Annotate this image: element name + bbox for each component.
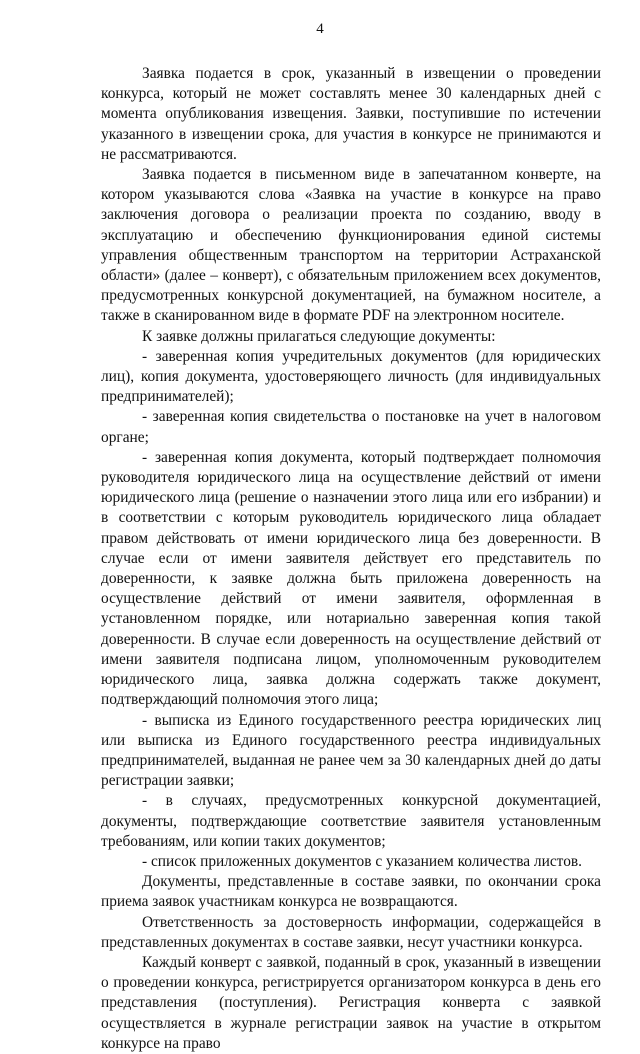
- list-item-tax-certificate: - заверенная копия свидетельства о постановке на учет в налоговом органе;: [101, 408, 601, 446]
- list-item-founding-documents: - заверенная копия учредительных документов (для юридических лиц), копия документа, удостоверяющего личность (для индивидуальных предпринимателей);: [101, 347, 601, 406]
- paragraph-submission-deadline: Заявка подается в срок, указанный в извещении о проведении конкурса, который не может составлять менее 30 календарных дней с момента опубликования извещения. Заявки, поступившие по истечении указанного в извещении срока, для участия в конкурсе не принимаются и не рассматриваются.: [101, 65, 601, 163]
- paragraph-no-return: Документы, представленные в составе заявки, по окончании срока приема заявок участникам конкурса не возвращаются.: [101, 873, 601, 911]
- list-item-registry-extract: - выписка из Единого государственного реестра юридических лиц или выписка из Единого государственного реестра индивидуальных предпринимателей, выданная не ранее чем за 30 календарных дней до даты регистрации заявки;: [101, 711, 601, 790]
- paragraph-registration: Каждый конверт с заявкой, поданный в срок, указанный в извещении о проведении конкурса, регистрируется организатором конкурса в день его представления (поступления). Регистрация конверта с заявкой осуществляется в журнале регистрации заявок на участие в открытом конкурсе на право: [101, 953, 601, 1052]
- list-item-compliance-documents: - в случаях, предусмотренных конкурсной документацией, документы, подтверждающие соответствие заявителя установленным требованиям, или копии таких документов;: [101, 792, 601, 850]
- page-number: 4: [316, 21, 324, 37]
- document-body: [101, 64, 601, 1054]
- list-item-authority-document: - заверенная копия документа, который подтверждает полномочия руководителя юридического лица на осуществление действий от имени юридического лица (решение о назначении этого лица или его избрании) и в соответствии с которым руководитель юридического лица обладает правом действовать от имени юридического лица без доверенности. В случае если от имени заявителя действует его представитель по доверенности, к заявке должна быть приложена доверенность на осуществление действий от имени заявителя, оформленная в установленном порядке, или нотариально заверенная копия такой доверенности. В случае если доверенность на осуществление действий от имени заявителя подписана лицом, уполномоченным руководителем юридического лица, заявка должна содержать также документ, подтверждающий полномочия этого лица;: [101, 448, 601, 709]
- paragraph-sealed-envelope: Заявка подается в письменном виде в запечатанном конверте, на котором указываются слова «Заявка на участие в конкурсе на право заключения договора о реализации проекта по созданию, вводу в эксплуатацию и обеспечению функционирования единой системы управления общественным транспортом на территории Астраханской области» (далее – конверт), с обязательным приложением всех документов, предусмотренных конкурсной документацией, на бумажном носителе, а также в сканированном виде в формате PDF на электронном носителе.: [101, 166, 601, 325]
- list-item-document-list: - список приложенных документов с указанием количества листов.: [142, 852, 583, 870]
- paragraph-responsibility: Ответственность за достоверность информации, содержащейся в представленных документах в составе заявки, несут участники конкурса.: [101, 913, 601, 951]
- paragraph-documents-intro: К заявке должны прилагаться следующие документы:: [142, 327, 496, 345]
